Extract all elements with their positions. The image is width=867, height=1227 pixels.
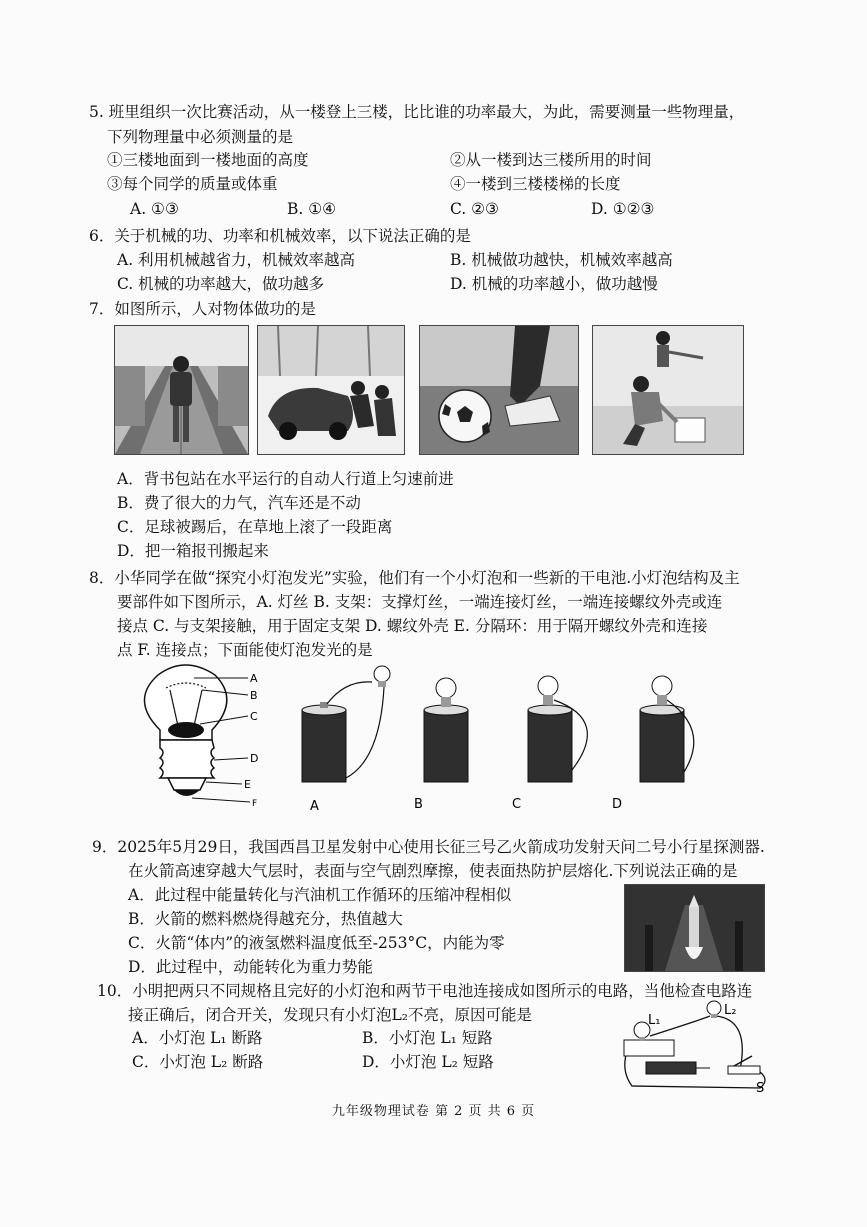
q8-stem-line1: 8．小华同学在做“探究小灯泡发光”实验，他们有一个小灯泡和一些新的干电池.小灯泡结构及主 [89,569,740,587]
q6-option-d: D. 机械的功率越小，做功越慢 [450,275,658,293]
bulb-label-e: E [244,778,251,791]
q6-option-a: A. 利用机械越省力，机械效率越高 [117,251,356,269]
config-label-c: C [512,797,522,812]
bulb-label-f: F [252,799,258,809]
q5-option-c: C. ②③ [450,200,499,218]
q5-option-b: B. ①④ [287,200,337,218]
config-c [528,676,587,782]
q5-item-4: ④一楼到三楼楼梯的长度 [450,175,621,193]
q9-stem-line1: 9．2025年5月29日，我国西昌卫星发射中心使用长征三号乙火箭成功发射天问二号小行星探测器. [92,838,765,856]
q10-circuit-diagram [610,1000,780,1096]
q7-photo-push-car [257,325,405,455]
q5-option-d: D. ①②③ [591,200,655,218]
bulb-label-d: D [250,752,259,765]
q7-stem: 7．如图所示，人对物体做功的是 [89,300,316,318]
config-label-d: D [612,797,623,812]
q7-option-d: D．把一箱报刊搬起来 [117,542,269,560]
q6-option-b: B. 机械做功越快，机械效率越高 [450,251,673,269]
q7-photo-lift-box [592,325,744,455]
q5-item-2: ②从一楼到达三楼所用的时间 [450,151,652,169]
q5-stem-line2: 下列物理量中必须测量的是 [107,128,294,146]
q8-battery-configurations [290,660,710,820]
q7-option-b: B．费了很大的力气，汽车还是不动 [117,494,361,512]
q5-item-1: ①三楼地面到一楼地面的高度 [107,151,309,169]
bulb-label-a: A [250,672,258,685]
q10-stem-line1: 10．小明把两只不同规格且完好的小灯泡和两节干电池连接成如图所示的电路，当他检查电路连 [97,982,753,1000]
config-label-a: A [310,799,319,814]
circuit-label-s: S [756,1081,765,1096]
circuit-label-l1: L₁ [648,1013,661,1028]
switch-icon [728,1066,760,1074]
q5-option-a: A. ①③ [130,200,179,218]
config-d [640,676,694,782]
q8-bulb-structure-diagram [130,660,280,810]
bulb-label-b: B [250,689,258,702]
circuit-label-l2: L₂ [724,1003,737,1018]
q8-stem-line2: 要部件如下图所示，A. 灯丝 B. 支架：支撑灯丝，一端连接灯丝，一端连接螺纹外壳或连 [117,593,723,611]
q9-option-b: B．火箭的燃料燃烧得越充分，热值越大 [128,910,403,928]
q10-option-c: C．小灯泡 L₂ 断路 [132,1053,264,1071]
q7-option-c: C．足球被踢后，在草地上滚了一段距离 [117,518,393,536]
q8-stem-line3: 接点 C. 与支架接触，用于固定支架 D. 螺纹外壳 E. 分隔环：用于隔开螺纹外壳和连接 [117,617,708,635]
q10-option-b: B．小灯泡 L₁ 短路 [362,1029,493,1047]
q7-option-a: A．背书包站在水平运行的自动人行道上匀速前进 [117,470,454,488]
config-b [424,678,468,782]
q5-stem-line1: 5. 班里组织一次比赛活动，从一楼登上三楼，比比谁的功率最大，为此，需要测量一些物理量， [89,103,745,121]
q7-photo-soccer [419,325,579,455]
q10-option-a: A．小灯泡 L₁ 断路 [132,1029,263,1047]
bulb-label-c: C [250,710,258,723]
config-label-b: B [414,797,423,812]
q9-stem-line2: 在火箭高速穿越大气层时，表面与空气剧烈摩擦，使表面热防护层熔化.下列说法正确的是 [128,862,738,880]
q9-option-c: C．火箭“体内”的液氢燃料温度低至-253°C，内能为零 [128,934,505,952]
q10-option-d: D．小灯泡 L₂ 短路 [362,1053,494,1071]
q5-item-3: ③每个同学的质量或体重 [107,175,278,193]
lamp-l2-icon [707,1001,721,1015]
config-a [302,666,390,782]
q9-rocket-photo [624,884,765,972]
battery-icon [646,1062,696,1074]
q6-option-c: C. 机械的功率越大，做功越多 [117,275,325,293]
page-footer: 九年级物理试卷 第 2 页 共 6 页 [331,1104,536,1119]
q7-photo-walkway [114,325,249,455]
q9-option-a: A．此过程中能量转化与汽油机工作循环的压缩冲程相似 [128,886,512,904]
q6-stem: 6．关于机械的功、功率和机械效率，以下说法正确的是 [89,227,471,245]
q10-stem-line2: 接正确后，闭合开关，发现只有小灯泡L₂不亮，原因可能是 [128,1006,533,1024]
q9-option-d: D．此过程中，动能转化为重力势能 [128,958,373,976]
q8-stem-line4: 点 F. 连接点；下面能使灯泡发光的是 [117,641,373,659]
